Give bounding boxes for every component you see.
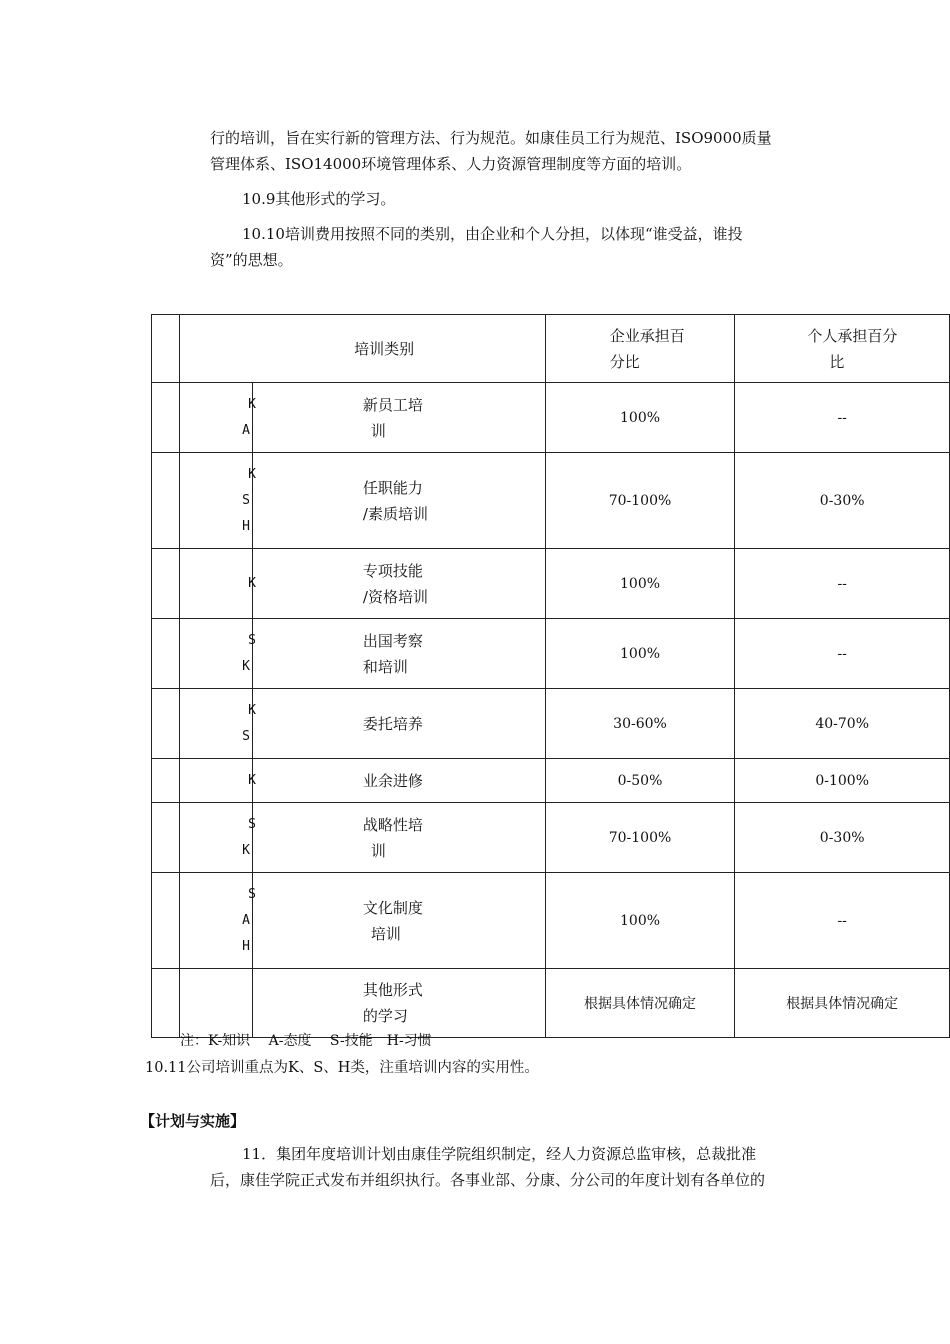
category-cell xyxy=(180,969,546,1038)
category-code: H xyxy=(242,938,250,954)
category-code: K xyxy=(242,658,250,674)
category-code: K xyxy=(248,772,256,788)
table-header-row xyxy=(152,315,950,383)
category-codes xyxy=(180,873,256,968)
header-personal-line1: 个人承担百分 xyxy=(807,326,898,345)
table-cell-blank xyxy=(152,759,180,803)
category-name: 战略性培 训 xyxy=(362,815,423,860)
company-share-cell: 70-100% xyxy=(545,803,735,873)
category-code: H xyxy=(242,518,250,534)
category-code: K xyxy=(248,466,256,482)
paragraph-line: 资”的思想。 xyxy=(210,251,293,269)
category-name: 出国考察 和培训 xyxy=(362,631,423,676)
table-row xyxy=(152,969,950,1038)
category-name: 业余进修 xyxy=(362,771,423,790)
section-title: 【计划与实施】 xyxy=(140,1112,246,1130)
category-code: A xyxy=(242,422,250,438)
header-personal xyxy=(735,315,950,383)
category-codes xyxy=(180,689,256,758)
category-name: 其他形式 的学习 xyxy=(362,981,423,1025)
personal-share-cell: -- xyxy=(735,383,950,453)
category-cell xyxy=(180,619,546,689)
category-name: 新员工培 训 xyxy=(362,395,423,440)
category-code: A xyxy=(242,912,250,928)
header-company-line1: 企业承担百 xyxy=(609,326,685,345)
category-name: 委托培养 xyxy=(362,714,423,733)
category-name: 文化制度 培训 xyxy=(362,898,423,943)
category-codes xyxy=(180,549,256,618)
category-code: S xyxy=(242,492,250,508)
training-cost-table xyxy=(151,314,950,1038)
header-company-line2: 分比 xyxy=(609,352,640,371)
category-cell xyxy=(180,759,546,803)
table-row xyxy=(152,619,950,689)
company-share-cell: 70-100% xyxy=(545,453,735,549)
category-codes xyxy=(180,803,256,872)
category-code: K xyxy=(248,702,256,718)
company-share-cell: 30-60% xyxy=(545,689,735,759)
company-share-cell: 100% xyxy=(545,873,735,969)
personal-share-cell: 0-100% xyxy=(735,759,950,803)
table-row xyxy=(152,803,950,873)
personal-share-cell: 0-30% xyxy=(735,803,950,873)
table-cell-blank xyxy=(152,689,180,759)
category-code: S xyxy=(248,632,256,648)
table-row xyxy=(152,689,950,759)
paragraph-line: 行的培训，旨在实行新的管理方法、行为规范。如康佳员工行为规范、ISO9000质量 xyxy=(210,129,772,147)
table-cell-blank xyxy=(152,383,180,453)
category-codes xyxy=(180,969,253,1037)
company-share-cell: 根据具体情况确定 xyxy=(545,969,735,1038)
personal-share-cell: -- xyxy=(735,873,950,969)
category-code: S xyxy=(248,816,256,832)
paragraph-line: 10.9其他形式的学习。 xyxy=(242,190,396,208)
table-cell-blank xyxy=(152,453,180,549)
category-cell xyxy=(180,689,546,759)
category-cell xyxy=(180,549,546,619)
category-cell xyxy=(180,873,546,969)
category-codes xyxy=(180,759,256,802)
header-category: 培训类别 xyxy=(180,315,546,383)
category-codes xyxy=(180,383,256,452)
header-company xyxy=(545,315,735,383)
paragraph-line: 管理体系、ISO14000环境管理体系、人力资源管理制度等方面的培训。 xyxy=(210,155,692,173)
table-row xyxy=(152,873,950,969)
category-cell xyxy=(180,453,546,549)
table-row xyxy=(152,549,950,619)
category-code: K xyxy=(248,396,256,412)
personal-share-cell: -- xyxy=(735,549,950,619)
category-code: K xyxy=(248,575,256,591)
personal-share-cell: 40-70% xyxy=(735,689,950,759)
category-codes xyxy=(180,619,256,688)
table-cell-blank xyxy=(152,619,180,689)
table-cell-blank xyxy=(152,969,180,1038)
category-code: K xyxy=(242,842,250,858)
category-name: 任职能力 /素质培训 xyxy=(362,478,428,523)
paragraph-line: 后，康佳学院正式发布并组织执行。各事业部、分康、分公司的年度计划有各单位的 xyxy=(210,1171,766,1189)
company-share-cell: 100% xyxy=(545,619,735,689)
table-cell-blank xyxy=(152,873,180,969)
category-cell xyxy=(180,383,546,453)
personal-share-cell: 根据具体情况确定 xyxy=(735,969,950,1038)
category-codes xyxy=(180,453,256,548)
category-cell xyxy=(180,803,546,873)
paragraph-line: 11．集团年度培训计划由康佳学院组织制定，经人力资源总监审核，总裁批准 xyxy=(242,1145,757,1163)
table-row xyxy=(152,759,950,803)
category-code: S xyxy=(242,728,250,744)
personal-share-cell: -- xyxy=(735,619,950,689)
header-personal-line2: 比 xyxy=(829,352,845,371)
category-name: 专项技能 /资格培训 xyxy=(362,561,428,606)
table-note: 注：K-知识 A-态度 S-技能 H-习惯 xyxy=(180,1033,432,1049)
table-row xyxy=(152,383,950,453)
table-cell-blank xyxy=(152,803,180,873)
company-share-cell: 0-50% xyxy=(545,759,735,803)
table-row xyxy=(152,453,950,549)
company-share-cell: 100% xyxy=(545,383,735,453)
personal-share-cell: 0-30% xyxy=(735,453,950,549)
table-cell-blank xyxy=(152,315,180,383)
paragraph-line: 10.11公司培训重点为K、S、H类，注重培训内容的实用性。 xyxy=(145,1060,539,1076)
paragraph-line: 10.10培训费用按照不同的类别，由企业和个人分担，以体现“谁受益，谁投 xyxy=(242,225,743,243)
category-code: S xyxy=(248,886,256,902)
company-share-cell: 100% xyxy=(545,549,735,619)
table-cell-blank xyxy=(152,549,180,619)
